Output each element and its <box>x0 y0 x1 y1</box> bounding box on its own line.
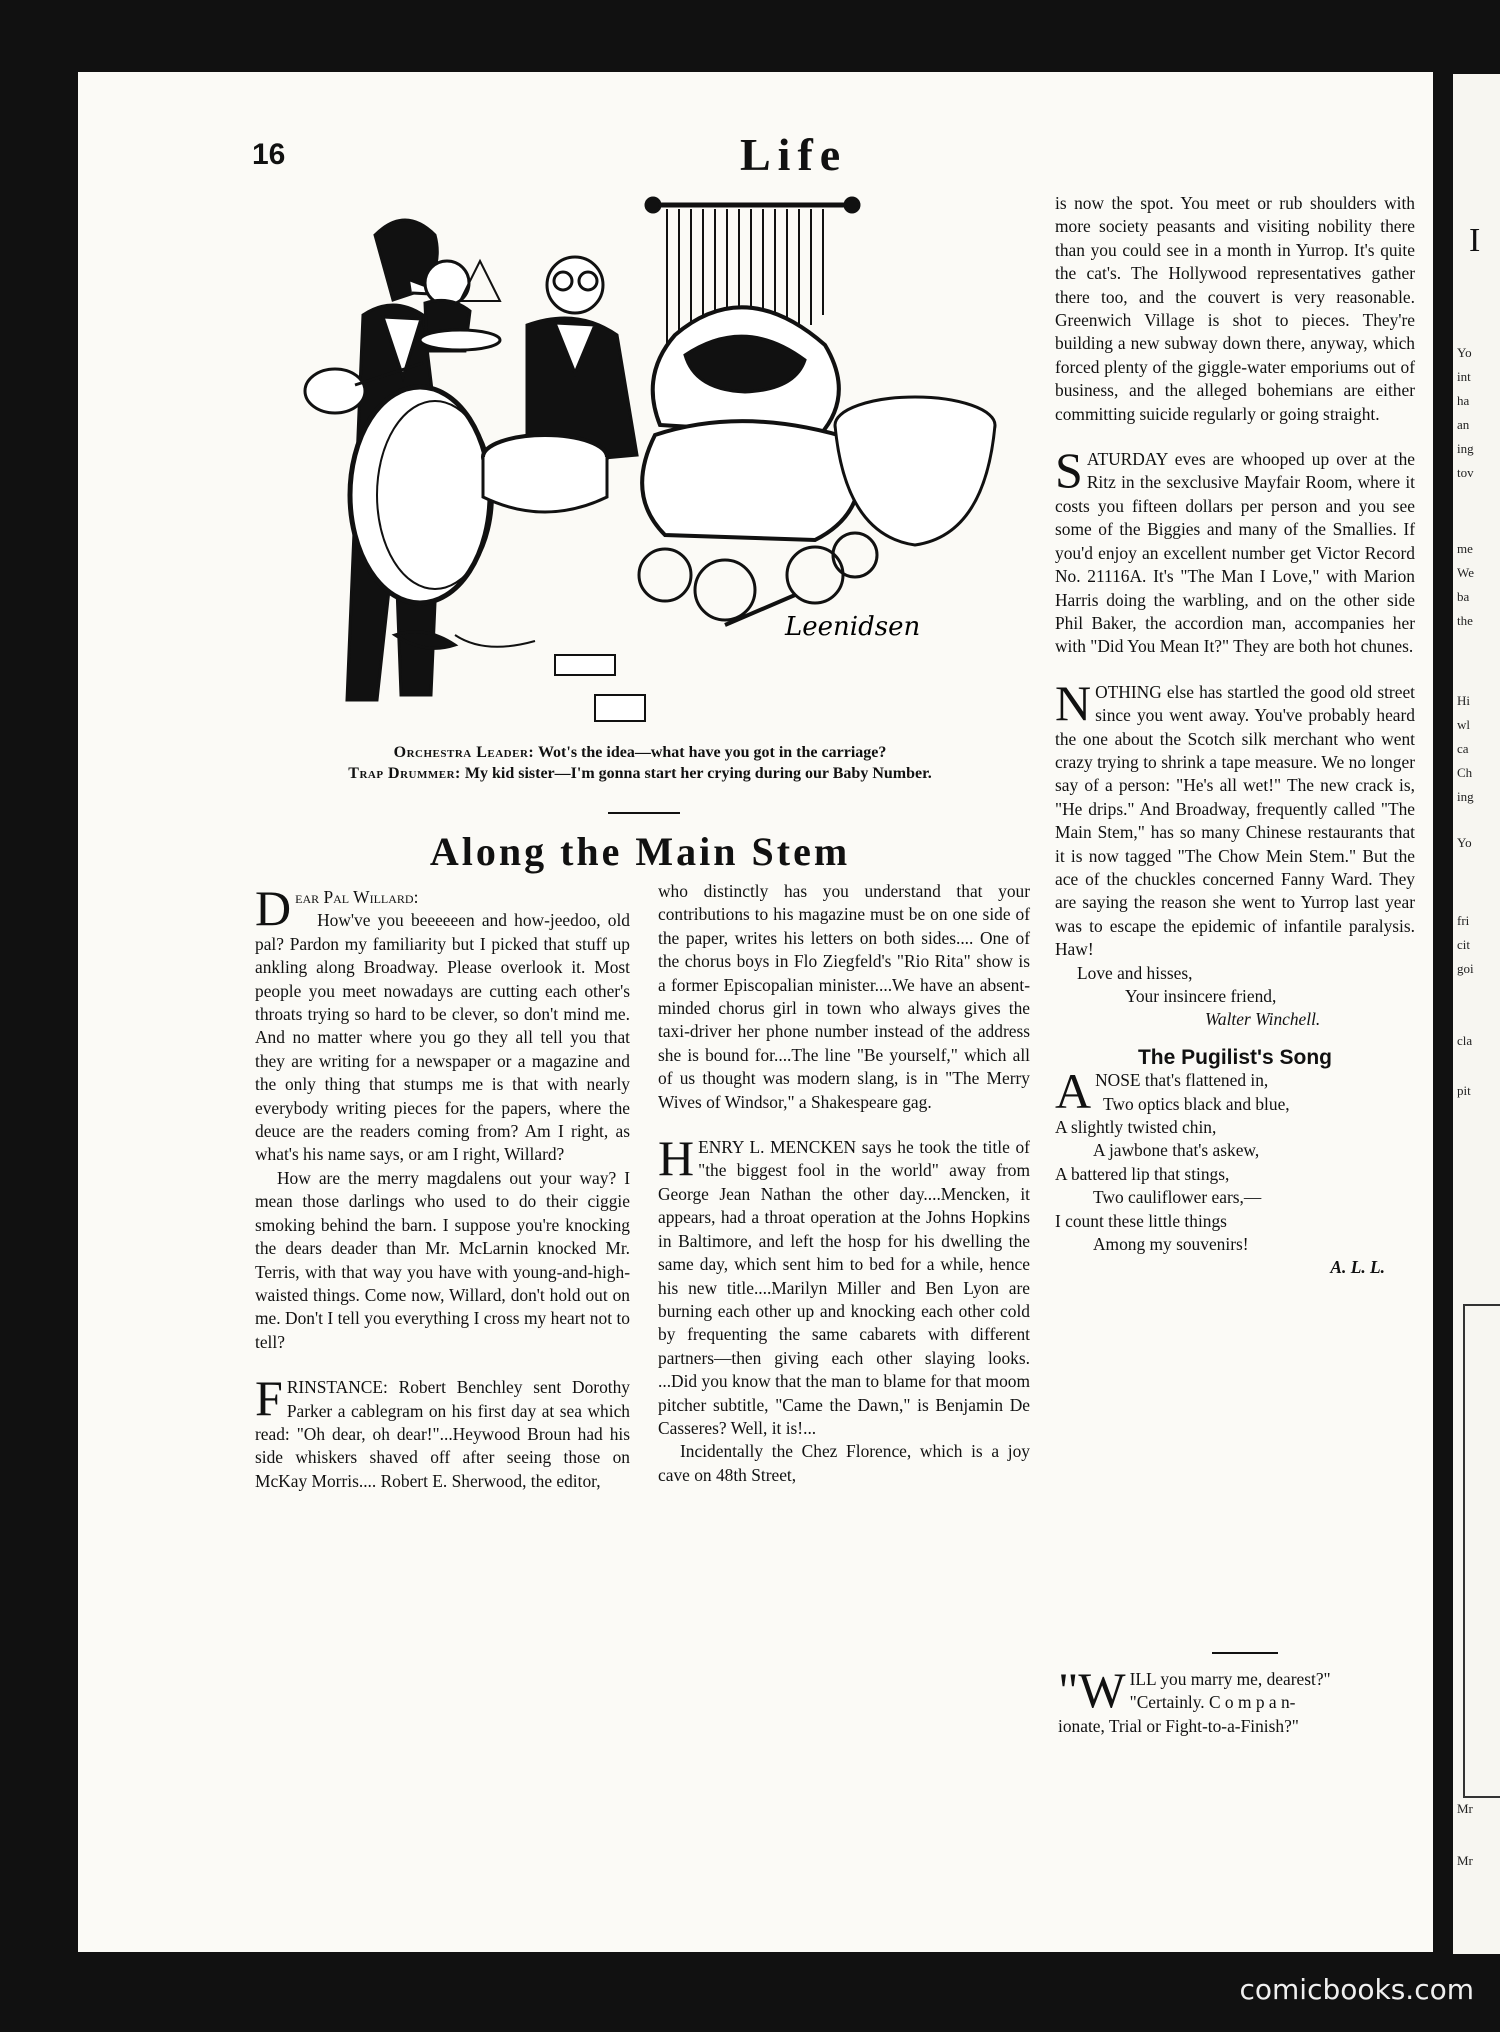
adjacent-page-fragment: me <box>1457 541 1473 556</box>
salutation-text: ear Pal Willard: <box>295 887 419 907</box>
salutation <box>255 880 630 936</box>
paragraph-text: Robert Benchley sent Dorothy Parker a cablegram on his first day at sea which read: "Oh dear, oh dear!"...Heywood Broun had his side whiskers shaved off after seeing those on McKay Morris.... Robert E. Sherwood, the editor, <box>255 1377 630 1491</box>
closing-2: Your insincere friend, <box>1125 986 1277 1006</box>
poem-title: The Pugilist's Song <box>1137 1045 1332 1069</box>
article-column-2 <box>658 880 1030 1487</box>
caption-line-2 <box>255 763 1025 784</box>
page-number: 16 <box>252 138 286 171</box>
adjacent-page-fragment: tov <box>1457 465 1474 480</box>
poem-line: Two optics black and blue, <box>1103 1093 1290 1114</box>
caption-line-1 <box>255 742 1025 763</box>
paragraph: is now the spot. You meet or rub shoulders with more society peasants and visiting nobility there than you could see in a month in Yurrop. It's quite the cat's. The Hollywood representatives gather there too, and the couvert is very reasonable. Greenwich Village is shot to pieces. They're building a new subway down there, anyway, which forced plenty of the giggle-water emporiums out of business, and the alleged bohemians are either committing suicide regularly or going straight. <box>1055 193 1415 424</box>
lead-in: OTHING <box>1095 681 1162 702</box>
drop-cap: D <box>255 880 292 936</box>
joke <box>1058 1662 1418 1738</box>
adjacent-page-fragment: fri <box>1457 913 1470 928</box>
paragraph-text: says he took the title of "the biggest fool in the world" away from George Jean Nathan the other day....Mencken, it appears, had a throat operation at the Johns Hopkins in Baltimore, and left the hosp for his dwelling the same day, which sent him to bed for a while, hence his new title....Marilyn Miller and Ben Lyon are burning each other up and knocking each other cold by frequenting the same cabarets with different partners—then giving each other slaying looks. ...Did you know that the man to blame for that moom pitcher subtitle, "Came the Dawn," is Benjamin De Casseres? Well, it is!... <box>658 1137 1030 1438</box>
paragraph <box>658 1130 1030 1440</box>
closing: Love and hisses, <box>1077 962 1193 983</box>
caption-speaker-1: Orchestra Leader: <box>393 744 535 761</box>
source-watermark[interactable]: comicbooks.com <box>1239 1973 1474 2006</box>
joke-line-1-text: ILL you marry me, dearest?" <box>1129 1669 1331 1689</box>
paragraph-text: eves are whooped up over at the Ritz in the sexclusive Mayfair Room, where it costs you fifteen dollars per person and you see some of the Biggies and many of the Smallies. If you'd enjoy an excellent number get Victor Record No. 21116A. It's "The Man I Love," with Marion Harris doing the warbling, and on the other side Phil Baker, the accordion man, accompanies her with "Did You Mean It?" They are both hot chunes. <box>1055 449 1415 657</box>
poem-author: A. L. L. <box>1330 1257 1385 1278</box>
artist-signature: Leenidsen <box>785 612 921 642</box>
orchestra-cartoon-illustration <box>255 195 1025 735</box>
drop-cap: N <box>1055 674 1092 731</box>
poem-line-text: NOSE that's flattened in, <box>1095 1070 1269 1091</box>
drop-cap: F <box>255 1370 283 1427</box>
poem-line: Two cauliflower ears,— <box>1093 1187 1262 1208</box>
adjacent-page-fragment: ca <box>1457 741 1469 756</box>
paragraph: How've you beeeeeen and how-jeedoo, old pal? Pardon my familiarity but I picked that stuff up ankling along Broadway. Please overlook it. Most people you meet nowadays are cutting each other's throats trying so hard to be clever, so don't mind me. And no matter where you go they all tell you that they are writing for a newspaper or a magazine and the only thing that stumps me is that with nearly everybody writing pieces for the papers, where the deuce are the readers coming from? Am I right, as what's his name says, or am I right, Willard? <box>255 910 630 1165</box>
paragraph <box>255 1370 630 1493</box>
drop-cap: H <box>658 1130 695 1187</box>
headline-divider <box>608 812 680 814</box>
adjacent-page-fragment: Yo <box>1457 835 1472 850</box>
joke-line-2: "Certainly. C o m p a n- <box>1129 1692 1296 1713</box>
lead-in: ENRY L. MENCKEN <box>698 1137 857 1158</box>
poem-line: Among my souvenirs! <box>1093 1234 1249 1255</box>
adjacent-page-initial: I <box>1469 222 1481 259</box>
caption-speaker-2: Trap Drummer: <box>348 765 461 782</box>
poem-line: A battered lip that stings, <box>1055 1163 1230 1184</box>
adjacent-page-fragment: ing <box>1457 789 1474 804</box>
adjacent-page-fragment: ba <box>1457 589 1470 604</box>
poem-line: A slightly twisted chin, <box>1055 1117 1217 1138</box>
drop-cap: A <box>1055 1063 1092 1120</box>
signature: Walter Winchell. <box>1205 1009 1321 1030</box>
adjacent-page-fragment: Mr <box>1457 1853 1473 1868</box>
adjacent-page-fragment: the <box>1457 613 1473 628</box>
poem-line: A jawbone that's askew, <box>1093 1140 1260 1161</box>
drop-cap: "W <box>1058 1662 1126 1718</box>
paragraph: Incidentally the Chez Florence, which is a joy cave on 48th Street, <box>658 1441 1030 1485</box>
poem <box>1055 1063 1415 1280</box>
adjacent-page-fragment: int <box>1457 369 1471 384</box>
adjacent-page-fragment: ha <box>1457 393 1470 408</box>
poem-line: I count these little things <box>1055 1210 1227 1231</box>
magazine-title: Life <box>740 129 848 180</box>
adjacent-page-fragment: wl <box>1457 717 1470 732</box>
adjacent-page-fragment: an <box>1457 417 1470 432</box>
paragraph: who distinctly has you understand that your contributions to his magazine must be on one side of the paper, writes his letters on both sides.... One of the chorus boys in Flo Ziegfeld's "Rio Rita" show is a former Episcopalian minister....We have an absent-minded chorus girl in town who always gives the taxi-driver her phone number instead of the address she is bound for....The line "Be yourself," which all of us thought was modern slang, is in "The Merry Wives of Windsor," a Shakespeare gag. <box>658 881 1030 1112</box>
paragraph-text: else has startled the good old street since you went away. You've probably heard the one about the Scotch silk merchant who went crazy trying to shrink a tape measure. We no longer say of a person: "He's all wet!" The new crack is, "He drips." And Broadway, frequently called "The Main Stem," has so many Chinese restaurants that it is now tagged "The Chow Mein Stem." But the ace of the chuckles concerned Fanny Ward. They are saying the reason she went to Yurrop last year was to escape the epidemic of infantile paralysis. Haw! <box>1055 681 1415 960</box>
adjacent-page-fragment: goi <box>1457 961 1474 976</box>
article-column-1 <box>255 880 630 1493</box>
joke-line-3: ionate, Trial or Fight-to-a-Finish?" <box>1058 1715 1299 1736</box>
adjacent-page-fragment: Yo <box>1457 345 1472 360</box>
cartoon-caption <box>255 742 1025 784</box>
paragraph <box>1055 442 1415 659</box>
adjacent-page-fragment: pit <box>1457 1083 1471 1098</box>
paragraph: How are the merry magdalens out your way? I mean those darlings who used to do their ciggie smoking behind the barn. I suppose you're knocking the dears deader than Mr. McLarnin knocked Mr. Terris, with that way you have with young-and-high-waisted things. Come now, Willard, don't hold out on me. Don't I tell you everything I cross my heart not to tell? <box>255 1167 630 1352</box>
adjacent-page-fragment: Hi <box>1457 693 1470 708</box>
adjacent-page-edge <box>1453 74 1500 1954</box>
lead-in: ATURDAY <box>1086 449 1168 470</box>
adjacent-page-fragment: Mr <box>1457 1801 1473 1816</box>
caption-text-1: Wot's the idea—what have you got in the carriage? <box>537 744 887 761</box>
drop-cap: S <box>1055 442 1083 499</box>
adjacent-page-sketch <box>1463 1304 1500 1798</box>
caption-text-2: My kid sister—I'm gonna start her crying during our Baby Number. <box>464 765 932 782</box>
paragraph <box>1055 674 1415 962</box>
joke-divider <box>1212 1652 1278 1654</box>
adjacent-page-fragment: cit <box>1457 937 1470 952</box>
adjacent-page-fragment: We <box>1457 565 1474 580</box>
adjacent-page-fragment: ing <box>1457 441 1474 456</box>
adjacent-page-fragment: cla <box>1457 1033 1473 1048</box>
adjacent-page-fragment: Ch <box>1457 765 1473 780</box>
lead-in: RINSTANCE: <box>286 1377 388 1398</box>
article-column-3 <box>1055 192 1415 1280</box>
article-headline: Along the Main Stem <box>429 829 851 874</box>
